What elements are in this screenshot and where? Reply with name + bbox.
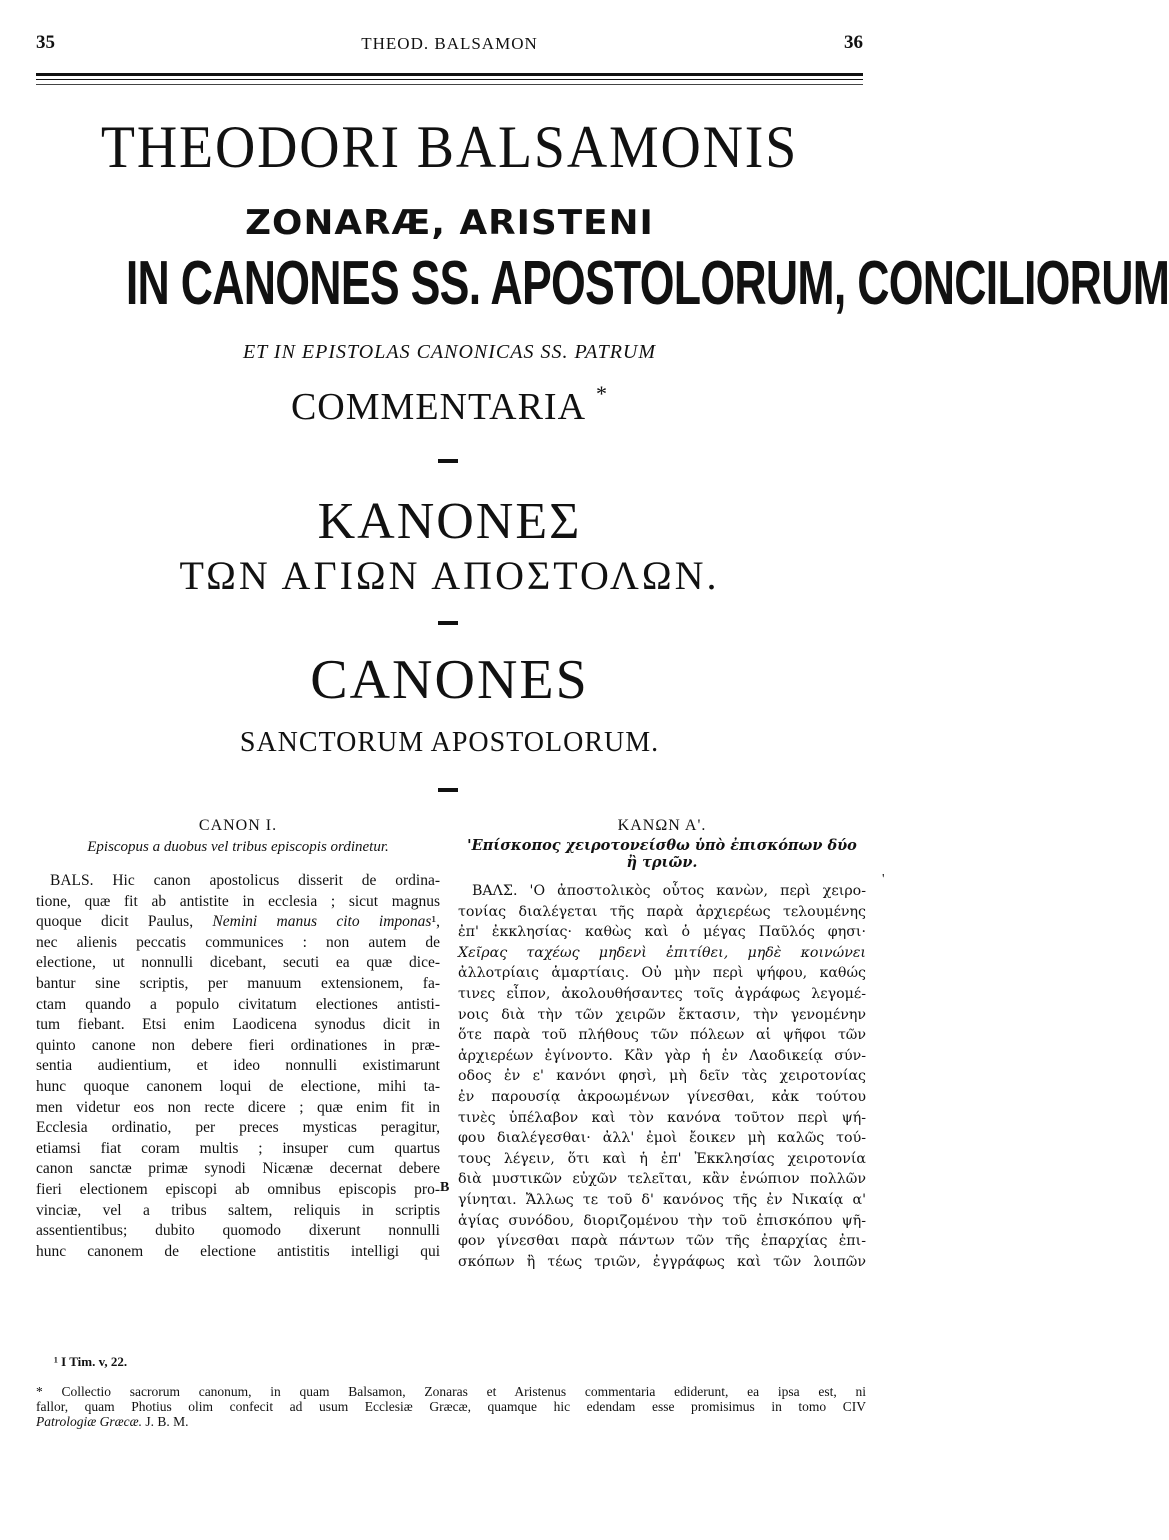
text-line: vinciæ, vel a tribus saltem, reliquis in scriptis bbox=[36, 1201, 440, 1219]
text-line: ἀρχιερέων ἐγίνοντο. Κἂν γὰρ ἡ ἐν Λαοδικείᾳ σύν- bbox=[458, 1047, 866, 1064]
text-line: bantur sine scriptis, per manuum extensionem, fa- bbox=[36, 974, 440, 992]
canon-subheading: Episcopus a duobus vel tribus episcopis ordinetur. bbox=[87, 839, 389, 855]
text-line: nec alienis peccatis communices : non autem de bbox=[36, 933, 440, 951]
scripture-quote: Nemini manus cito imponas bbox=[212, 913, 432, 931]
text-line: BALS. Hic canon apostolicus disserit de ordina- bbox=[50, 872, 440, 889]
text-line: διὰ μυστικῶν εὐχῶν τελεῖται, κἂν ἐνώπιον πολλῶν bbox=[458, 1171, 866, 1188]
text-line: τονίας διαλέγεται τῆς παρὰ ἀρχιερέως τελουμένης bbox=[458, 903, 866, 920]
section-dash bbox=[438, 621, 458, 625]
text-line: ὅτε παρὰ τοῦ πλήθους τῶν πόλεων αἱ ψῆφοι τῶν bbox=[458, 1027, 866, 1044]
header-rule-thin-2 bbox=[36, 84, 863, 85]
text-line: tum fiebant. Etsi enim Laodicena synodus dicit in bbox=[36, 1016, 440, 1034]
margin-letter: B bbox=[440, 1180, 450, 1195]
text-line: fieri electionem episcopi ab omnibus episcopis pro- bbox=[36, 1180, 440, 1198]
running-title: THEOD. BALSAMON bbox=[361, 34, 538, 53]
text-line: assentientibus; dubito quomodo dixerunt nonnulli bbox=[36, 1222, 440, 1240]
latin-commentary bbox=[36, 871, 440, 1262]
text-line: quoque dicit Paulus, Nemini manus cito imponas¹, bbox=[36, 913, 440, 931]
text-line: τινες εἶπον, ἀκολουθήσαντες τοῖς ἀγράφως λεγομέ- bbox=[458, 985, 866, 1002]
text-line: ἀλλοτρίαις ἁμαρτίαις. Οὐ μὴν περὶ ψήφου, καθώς bbox=[458, 965, 866, 982]
text-line: electione, ut nonnulli dicebant, secuti ea quæ dice- bbox=[36, 954, 440, 972]
title-canones: CANONES bbox=[310, 649, 589, 711]
text-line: canon sanctæ primæ synodi Nicænæ decernat debere bbox=[36, 1160, 440, 1178]
page-number-right: 36 bbox=[844, 32, 863, 53]
title-in-canones: IN CANONES SS. APOSTOLORUM, CONCILIORUM bbox=[125, 249, 1169, 318]
text-line: ἐν παρουσίᾳ ἀκροωμένων γίνεσθαι, κἀκ τούτου bbox=[458, 1088, 866, 1105]
text-line: φου διαλέγεσθαι· ἀλλ' ἐμοὶ ἔοικεν μὴ καλῶς τού- bbox=[458, 1130, 866, 1147]
text-line: men videtur eos non recte dicere ; quæ enim fit in bbox=[36, 1098, 440, 1116]
section-dash bbox=[438, 459, 458, 463]
greek-commentary bbox=[458, 881, 866, 1272]
text-line: τους λέγειν, ὅτι καὶ ἡ ἐπ' Ἐκκλησίας χειροτονία bbox=[458, 1150, 866, 1167]
text-line: σκόπων ἢ τέως τριῶν, ἐγγράφως καὶ τῶν λοιπῶν bbox=[458, 1253, 866, 1270]
text-line: etiamsi fiat coram multis ; insuper cum quartus bbox=[36, 1139, 440, 1157]
text-line: νοις διὰ τὴν τῶν χειρῶν ἔκτασιν, τὴν γενομένην bbox=[458, 1006, 866, 1023]
footnote-line bbox=[36, 1414, 866, 1429]
latin-column bbox=[36, 817, 440, 1262]
text-line: hunc quoque canonem loqui de electione, mihi ta- bbox=[36, 1077, 440, 1095]
header-rule-thick bbox=[36, 73, 863, 76]
commentaria-text: COMMENTARIA bbox=[290, 386, 587, 428]
kanon-subheading: 'Επίσκοπος χειροτονείσθω ὑπὸ ἐπισκόπων δύο bbox=[467, 837, 857, 854]
title-balsamonis: THEODORI BALSAMONIS bbox=[100, 114, 799, 180]
text-line: οδος ἐν ε' κανόνι φησὶ, μὴ δεῖν τὰς χειροτονίας bbox=[458, 1068, 866, 1085]
text-line: ἐπ' ἐκκλησίας· καθὼς καὶ ὁ μέγας Παῦλός φησι· bbox=[458, 924, 866, 941]
footnote-ref: ¹, bbox=[431, 913, 440, 931]
kanon-heading: ΚΑΝΩΝ Α'. bbox=[617, 817, 707, 834]
footnote-asterisk-note bbox=[36, 1384, 866, 1429]
text-line: hunc canonem de electione antistitis intelligi qui bbox=[36, 1242, 440, 1260]
page-number-left: 35 bbox=[36, 32, 55, 53]
text-line: ctam quando a populo civitatum electiones antisti- bbox=[36, 995, 440, 1013]
text-line: τινὲς ὑπέλαβον καὶ τὸν κανόνα τοῦτον περὶ ψή- bbox=[458, 1109, 866, 1126]
margin-tick: ' bbox=[882, 872, 885, 887]
kanon-subheading-2: ἢ τριῶν. bbox=[626, 854, 698, 871]
text-line: quinto canone non debere fieri ordinationes in præ- bbox=[36, 1036, 440, 1054]
text-line: ἁγίας συνόδου, διοριζομένου τὴν τοῦ ἐπισκόπου ψῆ- bbox=[458, 1212, 866, 1229]
text-line: tione, quæ fit ab antistite in ecclesia ; sicut magnus bbox=[36, 892, 440, 910]
text-line: φον γίνεσθαι παρὰ πάντων τῶν τῆς ἐπαρχίας ἐπι- bbox=[458, 1233, 866, 1250]
text-line: ΒΑΛΣ. 'Ο ἀποστολικὸς οὗτος κανὼν, περὶ χειρο- bbox=[472, 883, 866, 899]
footnote-signature: J. B. M. bbox=[145, 1414, 189, 1429]
title-sanctorum-apostolorum: SANCTORUM APOSTOLORUM. bbox=[239, 727, 660, 758]
greek-column bbox=[458, 817, 866, 1272]
title-commentaria bbox=[0, 381, 899, 429]
canon-heading: CANON I. bbox=[198, 817, 278, 834]
section-dash bbox=[438, 788, 458, 792]
title-greek-kanones: ΚΑΝΟΝΕΣ bbox=[317, 493, 582, 550]
footnote-line: * Collectio sacrorum canonum, in quam Balsamon, Zonaras et Aristenus commentaria ediderunt, ea ipsa est, ni bbox=[36, 1384, 866, 1399]
footnote-1: ¹ I Tim. v, 22. bbox=[54, 1354, 128, 1369]
text-line: sentia audientium, et ideo nonnulli existimarunt bbox=[36, 1057, 440, 1075]
footnote-line: fallor, quam Photius olim confecit ad usum Ecclesiæ Græcæ, quamque hic edendam esse promisimus in tomo CIV bbox=[36, 1399, 866, 1414]
running-header bbox=[36, 32, 863, 58]
text-line: γίνηται. Ἄλλως τε τοῦ δ' κανόνος τῆς ἐν Νικαίᾳ α' bbox=[458, 1191, 866, 1208]
text-line: Χεῖρας ταχέως μηδενὶ ἐπιτίθει, μηδὲ κοινώνει bbox=[458, 944, 866, 961]
footnote-asterisk: * bbox=[596, 381, 609, 406]
header-rule-thin bbox=[36, 79, 863, 80]
title-epistolas: ET IN EPISTOLAS CANONICAS SS. PATRUM bbox=[242, 341, 657, 363]
footnote-work-title: Patrologiæ Græcæ. bbox=[36, 1414, 143, 1429]
text-line: Ecclesia ordinatio, per preces mysticas peragitur, bbox=[36, 1119, 440, 1137]
title-greek-apostolon: ΤΩΝ ΑΓΙΩΝ ΑΠΟΣΤΟΛΩΝ. bbox=[179, 553, 720, 598]
title-zonarae-aristeni: ZONARÆ, ARISTENI bbox=[245, 203, 654, 243]
